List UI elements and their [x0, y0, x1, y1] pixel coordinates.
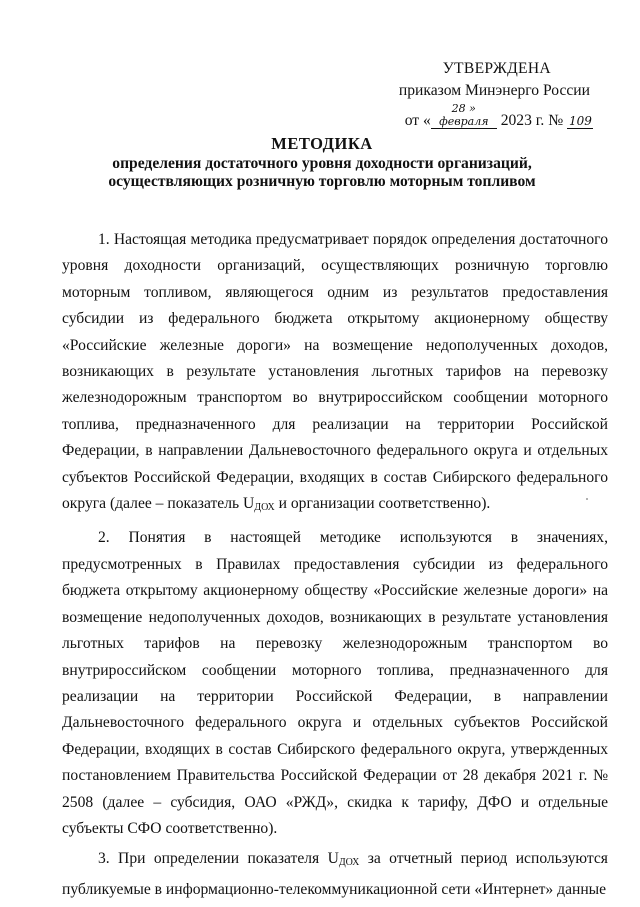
- paragraph-3-tail: за отчетный период используются публикуемые в информационно-телекоммуникационной сети «Интернет» данные: [62, 850, 608, 898]
- approval-date-line: [390, 102, 605, 132]
- paragraph-1-tail: и организации соответственно).: [274, 495, 491, 513]
- paragraph-1: [62, 227, 608, 521]
- paragraph-3: [62, 846, 608, 903]
- subscript-dokh: ДОХ: [254, 502, 275, 514]
- paragraph-3-text: 3. При определении показателя U: [98, 850, 339, 868]
- paragraph-1-text: 1. Настоящая методика предусматривает порядок определения достаточного уровня доходности организаций, осуществляющих розничную торговлю моторным топливом, являющегося одним из результатов предоставления субсидии из федерального бюджета открытому акционерному обществу «Российские железные дороги» на возмещение недополученных доходов, возникающих в результате установления льготных тарифов на перевозку железнодорожным транспортом во внутрироссийском сообщении моторного топлива, предназначенного для реализации на территории Российской Федерации, в направлении Дальневосточного федерального округа и отдельных субъектов Российской Федерации, входящих в состав Сибирского федерального округа (далее – показатель U: [62, 231, 608, 513]
- approval-date-prefix: от «: [404, 112, 431, 129]
- document-body: [62, 227, 608, 907]
- document-heading: [52, 135, 592, 191]
- approval-title: УТВЕРЖДЕНА: [442, 60, 551, 77]
- document-subtitle: определения достаточного уровня доходности организаций, осуществляющих розничную торговлю моторным топливом: [108, 155, 536, 190]
- document-title: МЕТОДИКА: [271, 134, 373, 153]
- handwritten-order-number: 109: [569, 114, 592, 128]
- subscript-dokh: ДОХ: [338, 857, 360, 869]
- scan-speck: [586, 498, 588, 500]
- approval-stamp: [390, 58, 605, 132]
- approval-date-year: 2023 г. №: [496, 112, 564, 129]
- paragraph-2: 2. Понятия в настоящей методике используются в значениях, предусмотренных в Правилах предоставления субсидии из федерального бюджета открытому акционерному обществу «Российские железные дороги» на возмещение недополученных доходов, возникающих в результате установления льготных тарифов на перевозку железнодорожным транспортом во внутрироссийском сообщении моторного топлива, предназначенного для реализации на территории Российской Федерации, в направлении Дальневосточного федерального округа и отдельных субъектов Российской Федерации, входящих в состав Сибирского федерального округа, утвержденных постановлением Правительства Российской Федерации от 28 декабря 2021 г. № 2508 (далее – субсидия, ОАО «РЖД», скидка к тарифу, ДФО и отдельные субъекты СФО соответственно).: [62, 529, 608, 837]
- approval-order-line: приказом Минэнерго России: [398, 82, 590, 99]
- handwritten-date: 28 » февраля: [431, 102, 497, 129]
